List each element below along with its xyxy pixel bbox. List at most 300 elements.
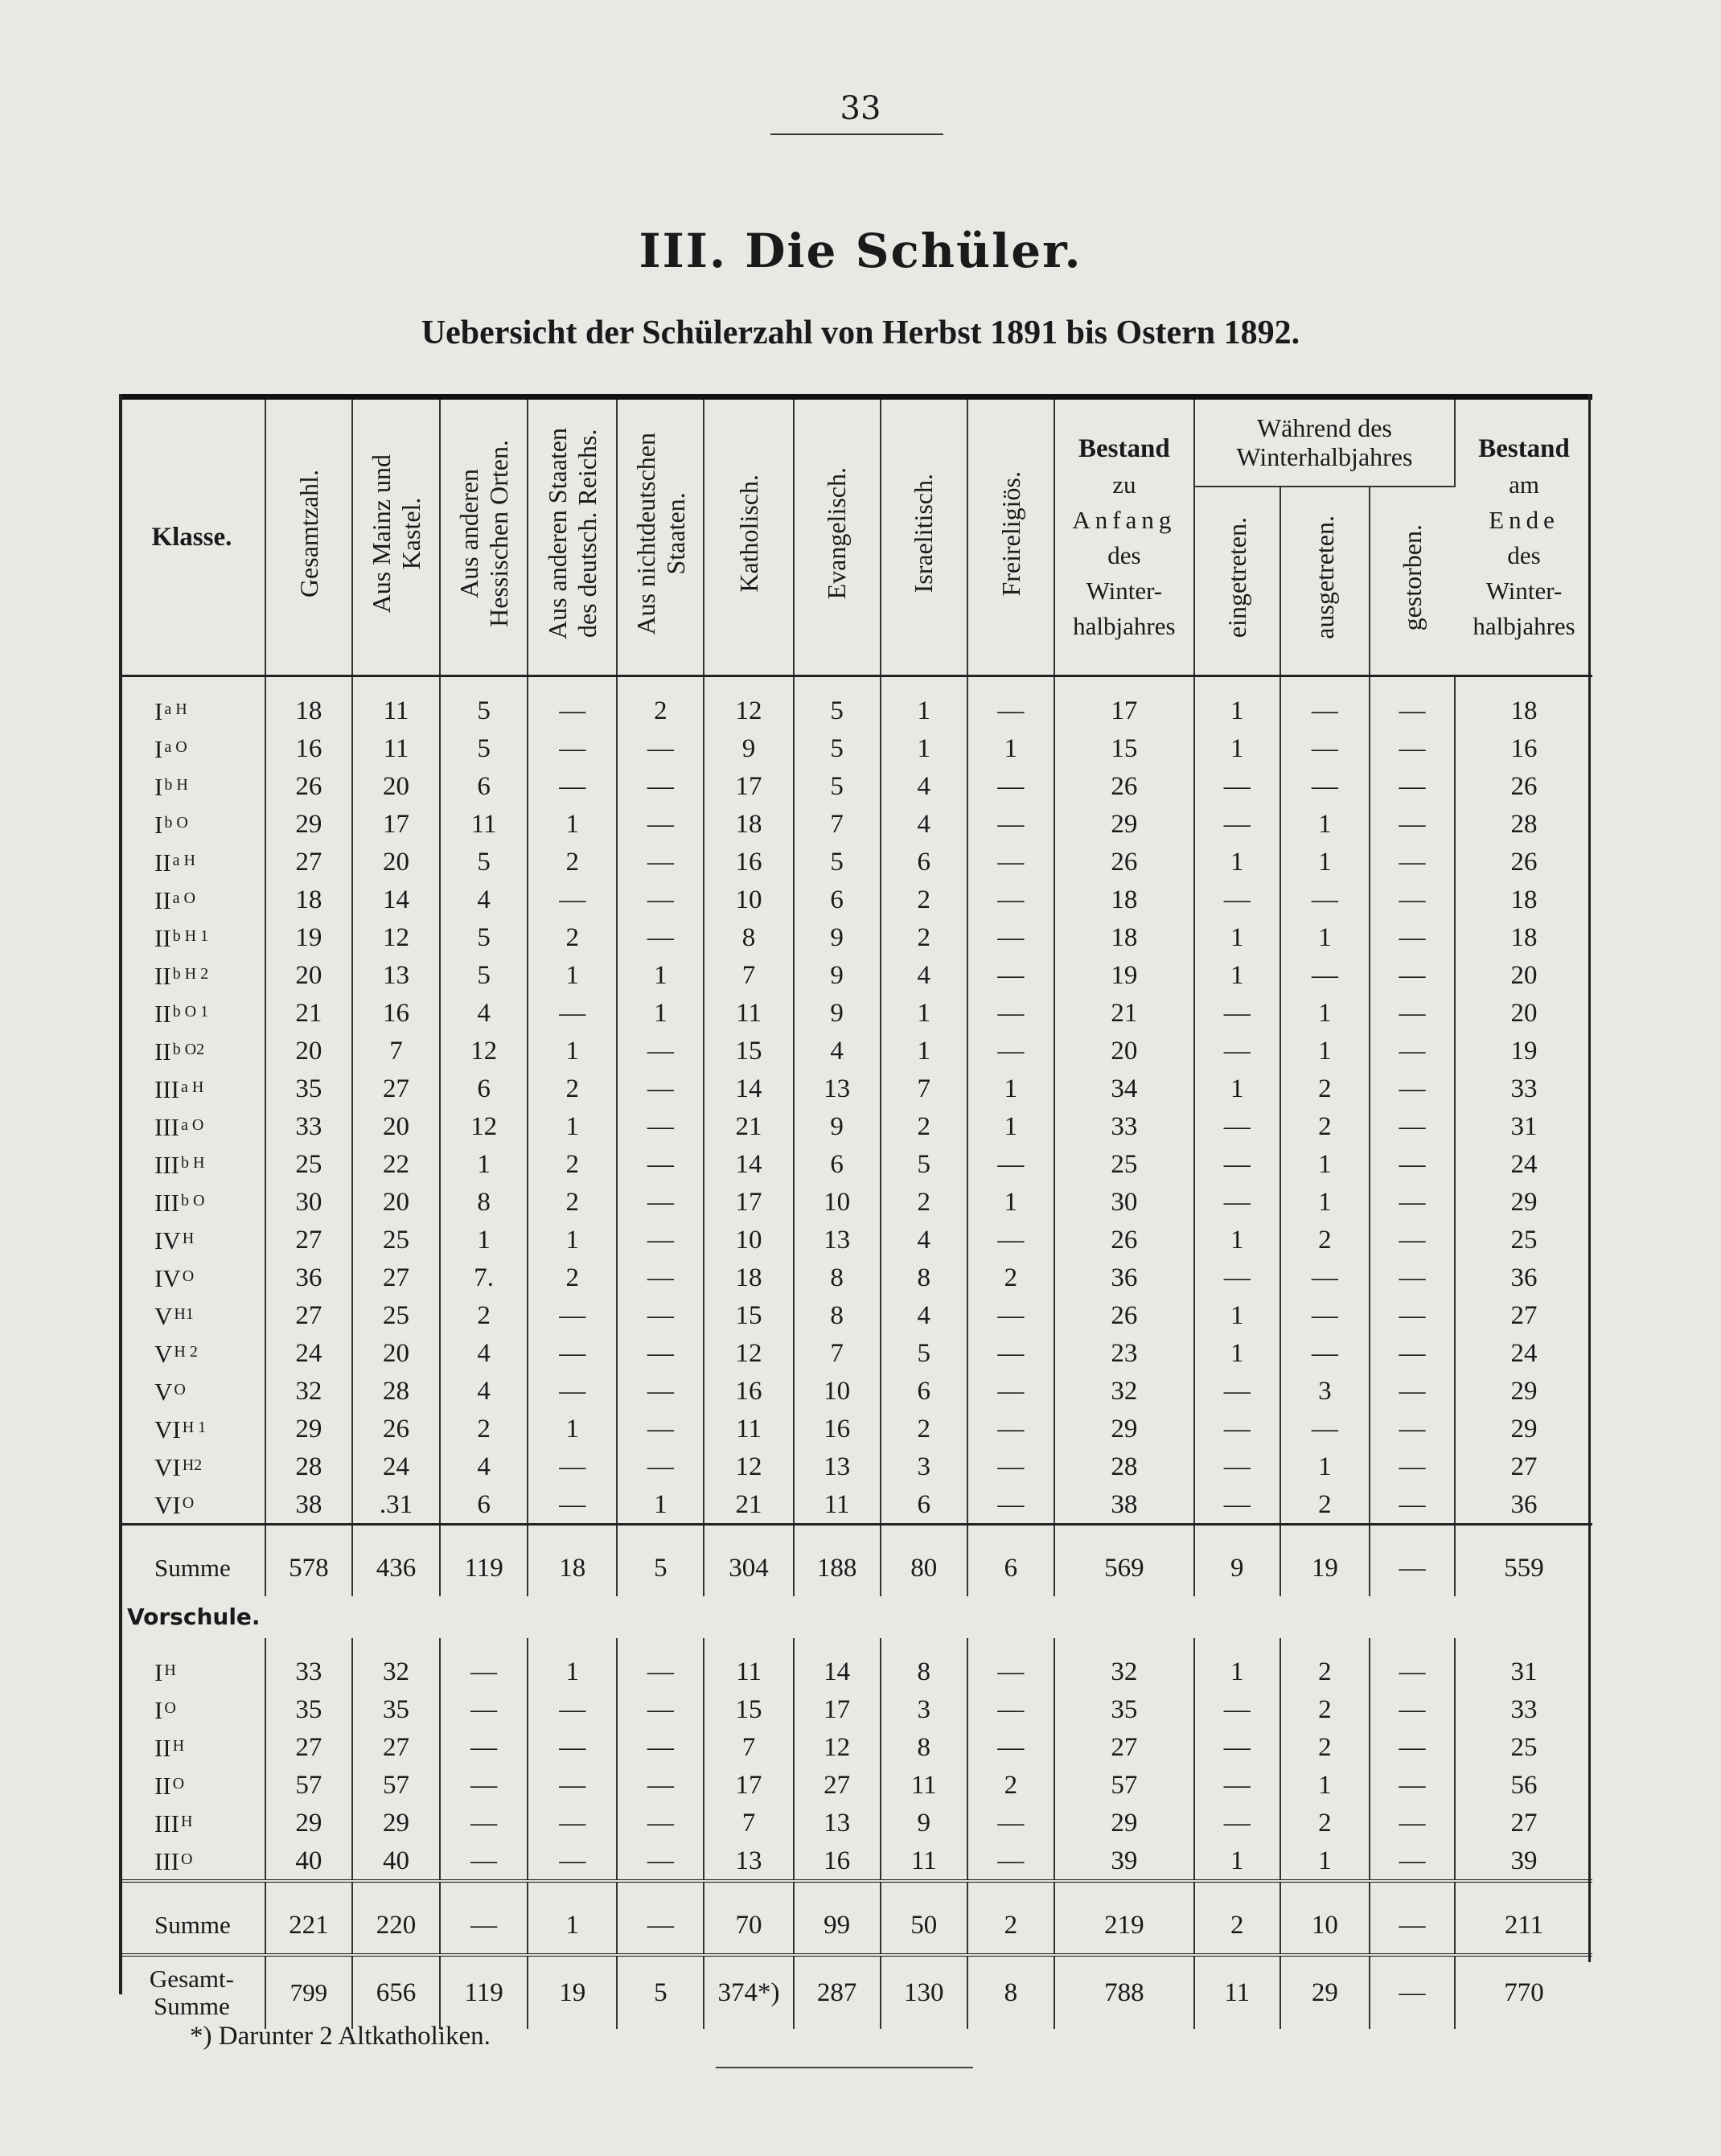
table-cell: — bbox=[967, 1485, 1054, 1525]
table-cell: 4 bbox=[881, 956, 967, 994]
table-cell: — bbox=[528, 676, 617, 730]
table-cell: 9 bbox=[794, 994, 881, 1032]
table-cell: 31 bbox=[1510, 1657, 1538, 1686]
table-cell: — bbox=[1194, 767, 1280, 805]
table-cell: — bbox=[1370, 1525, 1455, 1597]
table-cell: — bbox=[967, 1728, 1054, 1766]
header-ausgetreten: ausgetreten. bbox=[1280, 487, 1370, 676]
table-cell: 26 bbox=[265, 767, 352, 805]
table-cell: 25 bbox=[1510, 1225, 1538, 1255]
table-row bbox=[119, 881, 1592, 918]
table-cell: 13 bbox=[794, 1448, 881, 1485]
table-cell: 7. bbox=[440, 1259, 528, 1296]
table-cell: 13 bbox=[794, 1804, 881, 1842]
table-cell: — bbox=[528, 1485, 617, 1525]
class-label: II $^{b H 1}$ bbox=[119, 918, 265, 956]
table-cell: 7 bbox=[704, 1804, 793, 1842]
table-cell: 6 bbox=[881, 1485, 967, 1525]
table-cell: — bbox=[440, 1881, 528, 1955]
table-row bbox=[119, 1107, 1592, 1145]
table-row bbox=[119, 1804, 1592, 1842]
table-cell: 5 bbox=[794, 767, 881, 805]
table-cell: 9 bbox=[794, 956, 881, 994]
table-cell: — bbox=[528, 729, 617, 767]
table-cell: 1 bbox=[1194, 1070, 1280, 1107]
table-cell: 20 bbox=[352, 1107, 440, 1145]
table-cell: 26 bbox=[1510, 771, 1538, 801]
table-cell: 18 bbox=[265, 676, 352, 730]
table-cell: 1 bbox=[1280, 918, 1370, 956]
table-cell: 219 bbox=[1054, 1881, 1194, 1955]
table-cell: 20 bbox=[1054, 1032, 1194, 1070]
table-cell: 20 bbox=[352, 843, 440, 881]
table-cell: — bbox=[1370, 1804, 1455, 1842]
table-cell: — bbox=[1280, 881, 1370, 918]
table-row bbox=[119, 956, 1592, 994]
table-cell: 13 bbox=[704, 1842, 793, 1881]
table-cell: 17 bbox=[704, 1766, 793, 1804]
table-cell: 17 bbox=[704, 1183, 793, 1221]
table-cell: — bbox=[1194, 1410, 1280, 1448]
table-cell: 4 bbox=[440, 881, 528, 918]
table-cell: — bbox=[617, 1410, 704, 1448]
table-row bbox=[119, 918, 1592, 956]
table-cell: 10 bbox=[704, 1221, 793, 1259]
table-row bbox=[119, 1485, 1592, 1525]
table-cell: — bbox=[1194, 1145, 1280, 1183]
table-cell: 5 bbox=[794, 676, 881, 730]
table-cell: — bbox=[1370, 1881, 1455, 1955]
table-cell: 1 bbox=[440, 1221, 528, 1259]
class-label: II $^{b O2}$ bbox=[119, 1032, 265, 1070]
table-cell: — bbox=[1370, 1410, 1455, 1448]
table-cell: 24 bbox=[265, 1334, 352, 1372]
table-cell: 57 bbox=[1054, 1766, 1194, 1804]
table-cell: 5 bbox=[440, 956, 528, 994]
table-cell: 80 bbox=[881, 1525, 967, 1597]
table-cell: 16 bbox=[794, 1410, 881, 1448]
table-cell: 28 bbox=[352, 1372, 440, 1410]
table-cell: — bbox=[1194, 1259, 1280, 1296]
table-cell: 5 bbox=[881, 1145, 967, 1183]
table-cell: 1 bbox=[617, 956, 704, 994]
table-cell: 29 bbox=[1510, 1376, 1538, 1406]
class-label: VI $^{H2}$ bbox=[119, 1448, 265, 1485]
table-cell: 4 bbox=[881, 767, 967, 805]
table-cell: 27 bbox=[1054, 1728, 1194, 1766]
table-cell: — bbox=[617, 767, 704, 805]
table-row bbox=[119, 1070, 1592, 1107]
table-cell: — bbox=[967, 1448, 1054, 1485]
table-cell: — bbox=[617, 1881, 704, 1955]
table-cell: 287 bbox=[794, 1955, 881, 2029]
table-cell: 656 bbox=[352, 1955, 440, 2029]
table-cell: 29 bbox=[1510, 1414, 1538, 1443]
table-cell: 2 bbox=[967, 1766, 1054, 1804]
table-cell: 18 bbox=[704, 1259, 793, 1296]
table-cell: 26 bbox=[1054, 767, 1194, 805]
table-cell: 20 bbox=[265, 1032, 352, 1070]
table-cell: — bbox=[967, 1638, 1054, 1690]
table-cell: — bbox=[617, 1804, 704, 1842]
table-cell: 10 bbox=[794, 1372, 881, 1410]
table-cell: 26 bbox=[1054, 1296, 1194, 1334]
class-label: III $^{b O}$ bbox=[119, 1183, 265, 1221]
class-label: I $^H$ bbox=[119, 1638, 265, 1690]
table-cell: 5 bbox=[794, 843, 881, 881]
table-cell: 6 bbox=[794, 881, 881, 918]
table-cell: — bbox=[617, 805, 704, 843]
table-cell: — bbox=[617, 1334, 704, 1372]
table-cell: 13 bbox=[794, 1070, 881, 1107]
table-cell: 28 bbox=[265, 1448, 352, 1485]
table-cell: 10 bbox=[794, 1183, 881, 1221]
table-cell: 5 bbox=[794, 729, 881, 767]
table-cell: 20 bbox=[352, 767, 440, 805]
table-cell: 11 bbox=[881, 1766, 967, 1804]
table-cell: 13 bbox=[794, 1221, 881, 1259]
table-cell: 2 bbox=[967, 1881, 1054, 1955]
class-label: VI $^O$ bbox=[119, 1485, 265, 1525]
table-cell: 14 bbox=[704, 1070, 793, 1107]
table-row bbox=[119, 1145, 1592, 1183]
table-cell: 21 bbox=[1054, 994, 1194, 1032]
table-cell: 16 bbox=[704, 1372, 793, 1410]
table-cell: 27 bbox=[352, 1070, 440, 1107]
table-cell: 1 bbox=[1194, 1334, 1280, 1372]
table-cell: — bbox=[617, 1448, 704, 1485]
table-cell: 1 bbox=[617, 994, 704, 1032]
class-label: V $^{H1}$ bbox=[119, 1296, 265, 1334]
table-cell: 31 bbox=[1510, 1111, 1538, 1141]
table-cell: 29 bbox=[265, 1804, 352, 1842]
table-cell: — bbox=[1370, 1221, 1455, 1259]
table-cell: 27 bbox=[265, 1221, 352, 1259]
table-cell: 24 bbox=[1510, 1149, 1538, 1179]
table-cell: — bbox=[617, 1145, 704, 1183]
gesamt-summe-row bbox=[119, 1955, 1592, 2029]
table-cell: 1 bbox=[967, 729, 1054, 767]
class-label: I $^{b H}$ bbox=[119, 767, 265, 805]
table-cell: 8 bbox=[881, 1728, 967, 1766]
table-cell: 8 bbox=[967, 1955, 1054, 2029]
table-cell: — bbox=[528, 1296, 617, 1334]
table-cell: 24 bbox=[352, 1448, 440, 1485]
table-cell: — bbox=[440, 1638, 528, 1690]
table-cell: — bbox=[1370, 676, 1455, 730]
table-cell: 9 bbox=[881, 1804, 967, 1842]
table-cell: 33 bbox=[1510, 1074, 1538, 1103]
class-label: V $^{H 2}$ bbox=[119, 1334, 265, 1372]
table-cell: 188 bbox=[794, 1525, 881, 1597]
table-cell: — bbox=[617, 1690, 704, 1728]
table-cell: 29 bbox=[1054, 1804, 1194, 1842]
table-cell: — bbox=[1194, 1690, 1280, 1728]
table-cell: 15 bbox=[1054, 729, 1194, 767]
table-cell: 8 bbox=[440, 1183, 528, 1221]
table-cell: 119 bbox=[440, 1525, 528, 1597]
table-cell: 1 bbox=[967, 1183, 1054, 1221]
table-cell: 11 bbox=[440, 805, 528, 843]
table-cell: 221 bbox=[265, 1881, 352, 1955]
table-cell: — bbox=[1370, 1032, 1455, 1070]
table-cell: 15 bbox=[704, 1690, 793, 1728]
gesamt-summe-label: Gesamt- Summe bbox=[119, 1955, 265, 2029]
table-cell: 38 bbox=[1054, 1485, 1194, 1525]
table-cell: 2 bbox=[881, 1183, 967, 1221]
table-cell: 15 bbox=[704, 1296, 793, 1334]
table-cell: 8 bbox=[794, 1259, 881, 1296]
table-subtitle: Uebersicht der Schülerzahl von Herbst 1891 bis Ostern 1892. bbox=[421, 314, 1300, 351]
header-israelitisch: Israelitisch. bbox=[881, 397, 967, 676]
table-cell: — bbox=[967, 1296, 1054, 1334]
vorschule-heading-row bbox=[119, 1596, 1592, 1638]
table-cell: — bbox=[1194, 1107, 1280, 1145]
table-cell: 16 bbox=[794, 1842, 881, 1881]
table-cell: — bbox=[1194, 1448, 1280, 1485]
table-cell: — bbox=[617, 1296, 704, 1334]
table-cell: 1 bbox=[1280, 1145, 1370, 1183]
class-label: VI $^{H 1}$ bbox=[119, 1410, 265, 1448]
table-cell: — bbox=[528, 994, 617, 1032]
table-row bbox=[119, 1334, 1592, 1372]
table-cell: 29 bbox=[1510, 1187, 1538, 1217]
table-cell: 11 bbox=[704, 994, 793, 1032]
table-cell: 26 bbox=[352, 1410, 440, 1448]
table-cell: — bbox=[967, 994, 1054, 1032]
table-cell: — bbox=[528, 1842, 617, 1881]
table-cell: — bbox=[1280, 676, 1370, 730]
table-cell: — bbox=[1194, 881, 1280, 918]
table-cell: — bbox=[617, 881, 704, 918]
class-label: II $^O$ bbox=[119, 1766, 265, 1804]
table-cell: 4 bbox=[440, 994, 528, 1032]
table-cell: 18 bbox=[1510, 696, 1538, 725]
table-cell: 18 bbox=[265, 881, 352, 918]
table-cell: 20 bbox=[352, 1183, 440, 1221]
table-cell: 2 bbox=[1280, 1690, 1370, 1728]
table-cell: — bbox=[1194, 805, 1280, 843]
table-cell: 16 bbox=[265, 729, 352, 767]
class-label: I $^{a H}$ bbox=[119, 676, 265, 730]
table-cell: — bbox=[617, 918, 704, 956]
table-cell: 32 bbox=[352, 1638, 440, 1690]
table-cell: — bbox=[1370, 1296, 1455, 1334]
table-cell: 374*) bbox=[704, 1955, 793, 2029]
table-cell: 1 bbox=[1280, 1183, 1370, 1221]
table-cell: 2 bbox=[617, 676, 704, 730]
table-cell: 28 bbox=[1054, 1448, 1194, 1485]
table-cell: — bbox=[967, 1690, 1054, 1728]
table-cell: 211 bbox=[1455, 1881, 1592, 1955]
table-cell: 1 bbox=[440, 1145, 528, 1183]
table-cell: 2 bbox=[528, 1259, 617, 1296]
table-cell: — bbox=[967, 1804, 1054, 1842]
class-label: I $^O$ bbox=[119, 1690, 265, 1728]
table-cell: — bbox=[1370, 1728, 1455, 1766]
table-cell: 11 bbox=[881, 1842, 967, 1881]
table-cell: 1 bbox=[881, 676, 967, 730]
table-cell: 25 bbox=[265, 1145, 352, 1183]
table-cell: — bbox=[967, 767, 1054, 805]
table-row bbox=[119, 843, 1592, 881]
class-label: II $^H$ bbox=[119, 1728, 265, 1766]
table-cell: 1 bbox=[1194, 1221, 1280, 1259]
table-cell: 4 bbox=[440, 1448, 528, 1485]
table-cell: 6 bbox=[881, 1372, 967, 1410]
class-label: II $^{b H 2}$ bbox=[119, 956, 265, 994]
table-cell: — bbox=[967, 1410, 1054, 1448]
table-cell: 2 bbox=[967, 1259, 1054, 1296]
vorschule-rows bbox=[119, 1638, 1592, 1881]
table-row bbox=[119, 1448, 1592, 1485]
table-cell: 7 bbox=[794, 805, 881, 843]
table-cell: 24 bbox=[1510, 1338, 1538, 1368]
header-katholisch: Katholisch. bbox=[704, 397, 793, 676]
class-label: III $^{b H}$ bbox=[119, 1145, 265, 1183]
table-cell: — bbox=[1194, 1032, 1280, 1070]
table-cell: 2 bbox=[528, 843, 617, 881]
table-cell: 12 bbox=[352, 918, 440, 956]
totals-section bbox=[119, 1881, 1592, 2029]
table-cell: 21 bbox=[704, 1107, 793, 1145]
table-cell: — bbox=[1370, 994, 1455, 1032]
table-cell: 27 bbox=[265, 843, 352, 881]
table-cell: 5 bbox=[617, 1525, 704, 1597]
table-cell: 30 bbox=[265, 1183, 352, 1221]
table-cell: 19 bbox=[1054, 956, 1194, 994]
table-cell: 21 bbox=[704, 1485, 793, 1525]
table-cell: 38 bbox=[265, 1485, 352, 1525]
table-cell: 2 bbox=[1280, 1070, 1370, 1107]
table-cell: 27 bbox=[1510, 1452, 1538, 1481]
table-cell: 9 bbox=[704, 729, 793, 767]
table-cell: — bbox=[528, 1728, 617, 1766]
table-cell: 2 bbox=[528, 918, 617, 956]
table-row bbox=[119, 1032, 1592, 1070]
table-cell: 36 bbox=[1054, 1259, 1194, 1296]
table-cell: 1 bbox=[1280, 994, 1370, 1032]
table-cell: — bbox=[617, 1842, 704, 1881]
table-cell: — bbox=[967, 1842, 1054, 1881]
table-cell: — bbox=[967, 881, 1054, 918]
table-cell: 16 bbox=[352, 994, 440, 1032]
table-cell: 35 bbox=[1054, 1690, 1194, 1728]
summe-label: Summe bbox=[119, 1525, 265, 1597]
table-cell: — bbox=[1280, 956, 1370, 994]
table-cell: — bbox=[1370, 956, 1455, 994]
table-cell: 10 bbox=[704, 881, 793, 918]
table-cell: 26 bbox=[1054, 843, 1194, 881]
table-row bbox=[119, 994, 1592, 1032]
table-cell: 6 bbox=[440, 767, 528, 805]
table-cell: — bbox=[967, 1221, 1054, 1259]
table-cell: 11 bbox=[794, 1485, 881, 1525]
header-hessische-orte: Aus anderen Hessischen Orten. bbox=[440, 397, 528, 676]
table-cell: 16 bbox=[704, 843, 793, 881]
table-cell: 18 bbox=[528, 1525, 617, 1597]
table-cell: 32 bbox=[265, 1372, 352, 1410]
table-cell: 29 bbox=[265, 1410, 352, 1448]
table-cell: — bbox=[1370, 805, 1455, 843]
table-cell: 18 bbox=[1510, 885, 1538, 914]
table-cell: 33 bbox=[265, 1107, 352, 1145]
page-number: 33 bbox=[840, 90, 881, 127]
table-cell: 18 bbox=[1510, 922, 1538, 952]
table-cell: 8 bbox=[704, 918, 793, 956]
table-cell: 2 bbox=[881, 1410, 967, 1448]
table-cell: — bbox=[1280, 1296, 1370, 1334]
summe-label: 799 bbox=[265, 1955, 352, 2029]
table-cell: 27 bbox=[1510, 1808, 1538, 1838]
table-cell: 39 bbox=[1054, 1842, 1194, 1881]
table-row bbox=[119, 1842, 1592, 1881]
table-cell: 1 bbox=[881, 729, 967, 767]
table-cell: — bbox=[1370, 1485, 1455, 1525]
table-cell: 2 bbox=[440, 1296, 528, 1334]
class-label: I $^{a O}$ bbox=[119, 729, 265, 767]
header-gestorben: gestorben. bbox=[1370, 487, 1455, 676]
table-cell: 19 bbox=[528, 1955, 617, 2029]
table-cell: 35 bbox=[265, 1690, 352, 1728]
table-cell: 12 bbox=[704, 1448, 793, 1485]
table-cell: — bbox=[1370, 1842, 1455, 1881]
table-cell: — bbox=[617, 1766, 704, 1804]
table-cell: 2 bbox=[1280, 1804, 1370, 1842]
class-label: IV $^H$ bbox=[119, 1221, 265, 1259]
table-cell: 16 bbox=[1510, 733, 1538, 763]
table-cell: 130 bbox=[881, 1955, 967, 2029]
table-cell: 11 bbox=[704, 1410, 793, 1448]
table-cell: 4 bbox=[440, 1334, 528, 1372]
table-cell: 57 bbox=[352, 1766, 440, 1804]
table-cell: 1 bbox=[528, 1107, 617, 1145]
table-cell: 436 bbox=[352, 1525, 440, 1597]
table-cell: 29 bbox=[352, 1804, 440, 1842]
table-cell: 25 bbox=[1054, 1145, 1194, 1183]
table-cell: 304 bbox=[704, 1525, 793, 1597]
table-cell: 2 bbox=[528, 1070, 617, 1107]
table-cell: 119 bbox=[440, 1955, 528, 2029]
table-cell: — bbox=[1194, 1485, 1280, 1525]
class-label: II $^{a H}$ bbox=[119, 843, 265, 881]
table-cell: — bbox=[967, 1334, 1054, 1372]
table-cell: 35 bbox=[352, 1690, 440, 1728]
table-cell: 8 bbox=[881, 1259, 967, 1296]
table-cell: 1 bbox=[1194, 956, 1280, 994]
table-cell: — bbox=[1280, 729, 1370, 767]
header-freireligioes: Freireligiös. bbox=[967, 397, 1054, 676]
table-cell: 28 bbox=[1510, 809, 1538, 839]
summe-row bbox=[119, 1525, 1592, 1597]
table-cell: 1 bbox=[1280, 843, 1370, 881]
table-cell: — bbox=[967, 956, 1054, 994]
table-row bbox=[119, 805, 1592, 843]
table-cell: 33 bbox=[1510, 1694, 1538, 1724]
table-cell: 1 bbox=[528, 1410, 617, 1448]
table-cell: 27 bbox=[265, 1728, 352, 1766]
table-cell: 1 bbox=[528, 956, 617, 994]
class-label: II $^{b O 1}$ bbox=[119, 994, 265, 1032]
table-cell: — bbox=[617, 843, 704, 881]
table-cell: — bbox=[967, 1032, 1054, 1070]
table-cell: — bbox=[1280, 1259, 1370, 1296]
vorschule-label: Vorschule. bbox=[127, 1604, 261, 1630]
table-cell: 3 bbox=[1280, 1372, 1370, 1410]
table-cell: 27 bbox=[352, 1259, 440, 1296]
table-cell: 569 bbox=[1054, 1525, 1194, 1597]
table-cell: — bbox=[617, 729, 704, 767]
